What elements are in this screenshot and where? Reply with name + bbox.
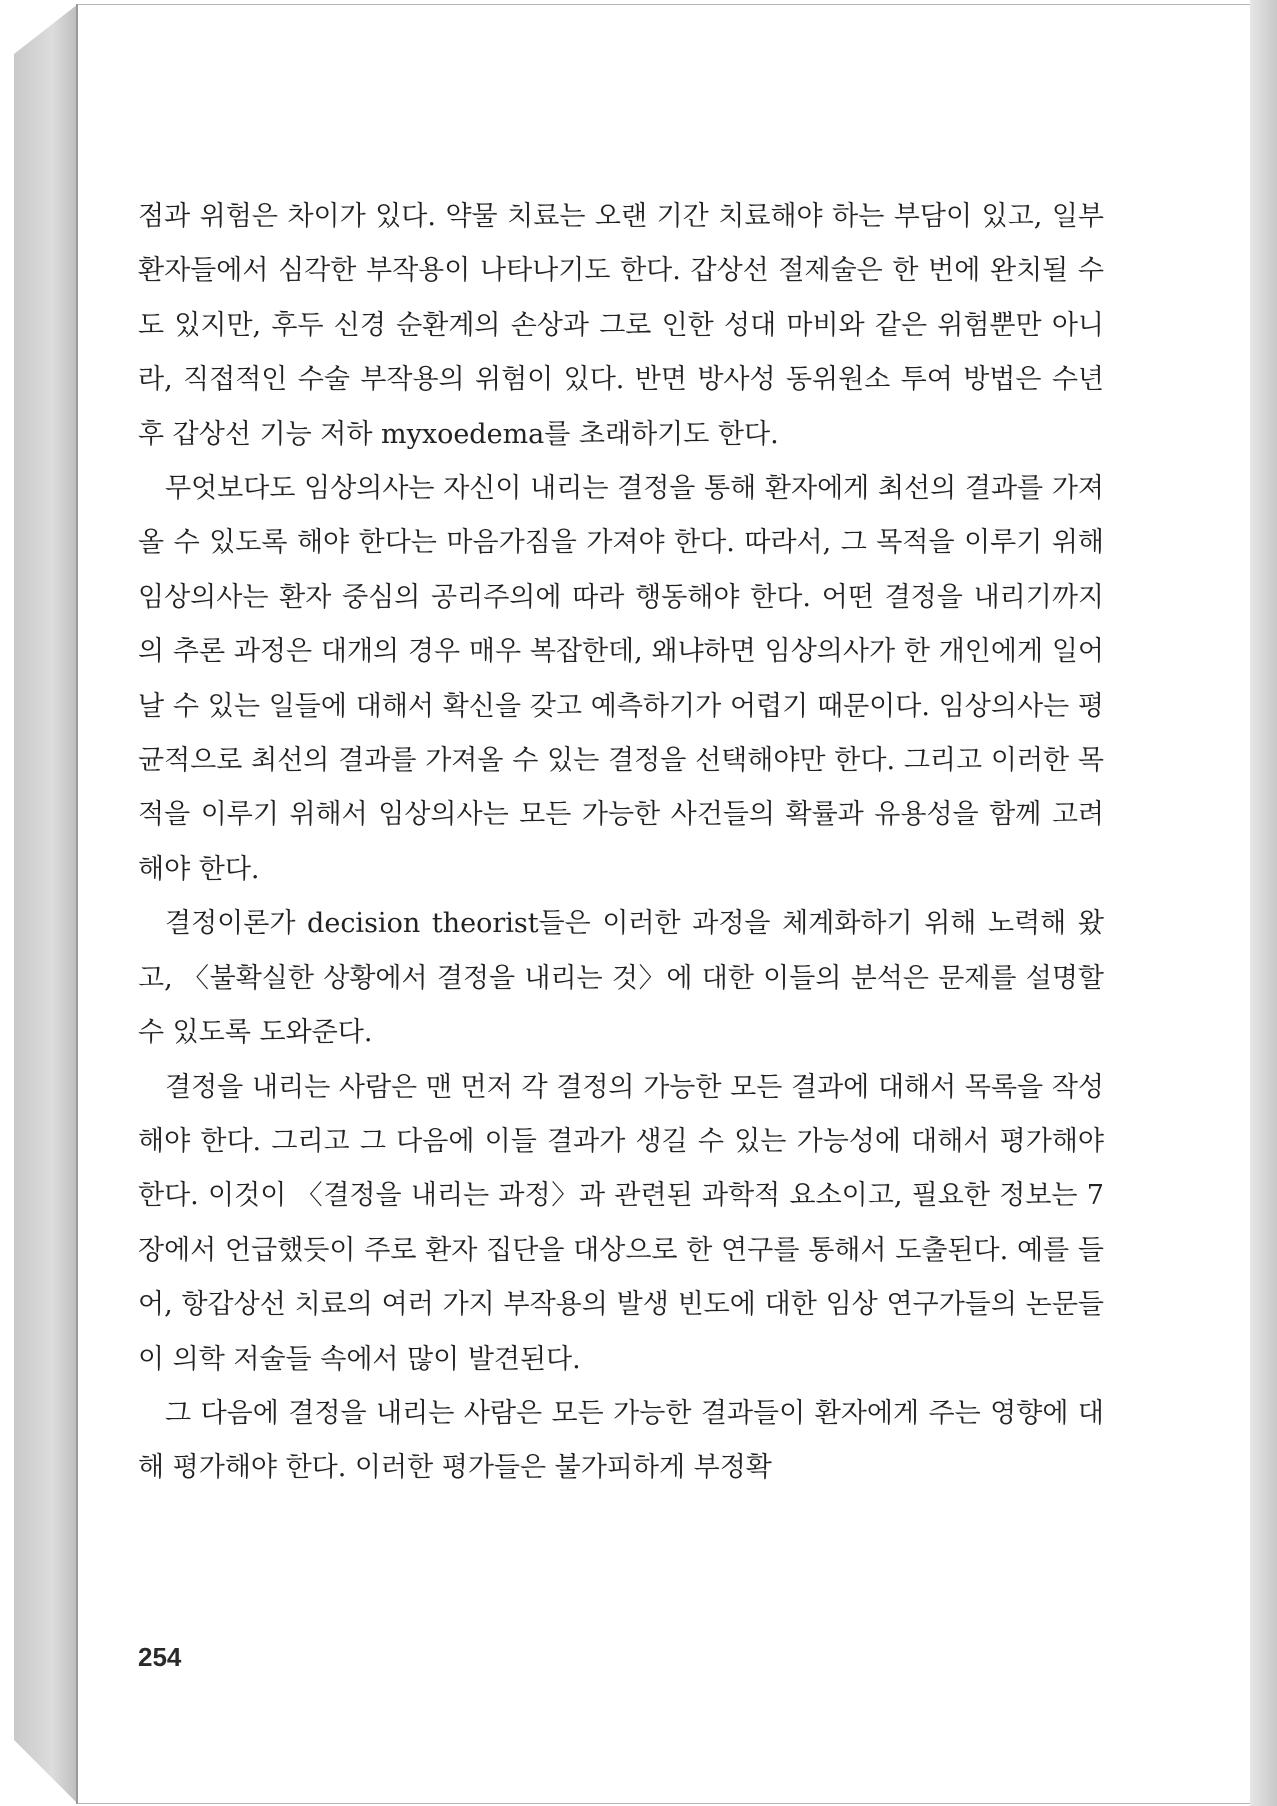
paragraph-4: 결정을 내리는 사람은 맨 먼저 각 결정의 가능한 모든 결과에 대해서 목록을 작성해야 한다. 그리고 그 다음에 이들 결과가 생길 수 있는 가능성에 대해서 평가해야 한다. 이것이 〈결정을 내리는 과정〉과 관련된 과학적 요소이고, 필요한 정보는 7장에서 언급했듯이 주로 환자 집단을 대상으로 한 연구를 통해서 도출된다. 예를 들어, 항갑상선 치료의 여러 가지 부작용의 발생 빈도에 대한 임상 연구가들의 논문들이 의학 저술들 속에서 많이 발견된다. <box>138 1071 1104 1375</box>
paragraph-1: 점과 위험은 차이가 있다. 약물 치료는 오랜 기간 치료해야 하는 부담이 있고, 일부 환자들에서 심각한 부작용이 나타나기도 한다. 갑상선 절제술은 한 번에 완치될 수도 있지만, 후두 신경 순환계의 손상과 그로 인한 성대 마비와 같은 위험뿐만 아니라, 직접적인 수술 부작용의 위험이 있다. 반면 방사성 동위원소 투여 방법은 수년 후 갑상선 기능 저하 myxoedema를 초래하기도 한다. <box>138 201 1104 450</box>
paragraph-5: 그 다음에 결정을 내리는 사람은 모든 가능한 결과들이 환자에게 주는 영향에 대해 평가해야 한다. 이러한 평가들은 불가피하게 부정확 <box>138 1397 1104 1484</box>
body-text <box>138 190 1104 1496</box>
page-edge-shadow <box>1250 0 1277 1806</box>
page-number: 254 <box>138 1642 182 1672</box>
paragraph-2: 무엇보다도 임상의사는 자신이 내리는 결정을 통해 환자에게 최선의 결과를 가져올 수 있도록 해야 한다는 마음가짐을 가져야 한다. 따라서, 그 목적을 이루기 위해 임상의사는 환자 중심의 공리주의에 따라 행동해야 한다. 어떤 결정을 내리기까지의 추론 과정은 대개의 경우 매우 복잡한데, 왜냐하면 임상의사가 한 개인에게 일어날 수 있는 일들에 대해서 확신을 갖고 예측하기가 어렵기 때문이다. 임상의사는 평균적으로 최선의 결과를 가져올 수 있는 결정을 선택해야만 한다. 그리고 이러한 목적을 이루기 위해서 임상의사는 모든 가능한 사건들의 확률과 유용성을 함께 고려해야 한다. <box>138 473 1104 885</box>
book-spine <box>14 4 78 1804</box>
paragraph-3: 결정이론가 decision theorist들은 이러한 과정을 체계화하기 위해 노력해 왔고, 〈불확실한 상황에서 결정을 내리는 것〉에 대한 이들의 분석은 문제를 설명할 수 있도록 도와준다. <box>138 908 1104 1049</box>
